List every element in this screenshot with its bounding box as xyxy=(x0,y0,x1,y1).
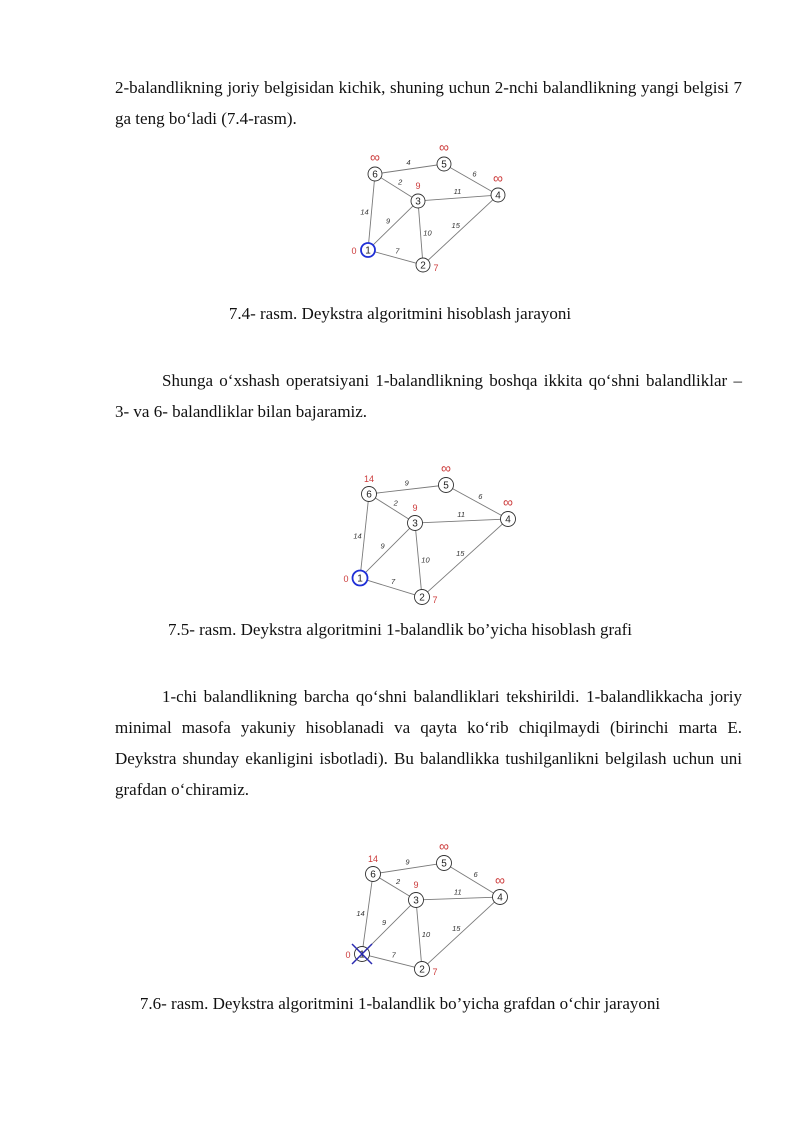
paragraph-3: 1-chi balandlikning barcha qo‘shni balandliklari tekshirildi. 1-balandlikkacha joriy minimal masofa yakuniy hisoblanadi va qayta ko‘rib chiqilmaydi (birinchi marta E. Deykstra shunday ekanligini isbotladi). Bu balandlikka tushilganlikni belgilash uchun uni grafdan o‘chiramiz. xyxy=(115,687,742,799)
node-5-label: 5 xyxy=(441,858,447,870)
node-3-label: 3 xyxy=(412,518,418,530)
edge-weight-3-4: 11 xyxy=(457,510,466,520)
edge-1-6 xyxy=(369,181,375,243)
node-4-label: 4 xyxy=(497,892,503,904)
edge-weight-1-6: 14 xyxy=(360,207,369,217)
node-5-distance-label: ∞ xyxy=(439,838,449,854)
node-1-distance-label: 0 xyxy=(343,574,349,584)
node-6-distance-label: 14 xyxy=(363,474,375,484)
edge-2-4 xyxy=(428,200,493,260)
caption-7-5: 7.5- rasm. Deykstra algoritmini 1-balandlik bo’yicha hisoblash grafi xyxy=(167,620,633,639)
node-6-distance-label: 14 xyxy=(367,854,379,864)
node-1-distance-label: 0 xyxy=(345,950,351,960)
edge-3-4 xyxy=(423,897,492,899)
edge-weight-3-6: 2 xyxy=(398,177,403,187)
edge-weight-1-3: 9 xyxy=(381,918,387,928)
paragraph-2: Shunga o‘xshash operatsiyani 1-balandlikning boshqa ikkita qo‘shni balandliklar – 3- va 6- balandliklar bilan bajaramiz. xyxy=(115,371,742,421)
node-5-distance-label: ∞ xyxy=(439,139,449,155)
node-4-label: 4 xyxy=(505,514,511,526)
edge-2-3 xyxy=(419,208,423,258)
node-1-label: 1 xyxy=(365,245,371,257)
edge-2-4 xyxy=(428,524,503,592)
edge-1-6 xyxy=(361,501,368,570)
node-2-label: 2 xyxy=(419,964,425,976)
edge-weight-2-3: 10 xyxy=(423,228,432,238)
node-3-distance-label: 9 xyxy=(415,181,421,191)
edge-weight-5-6: 9 xyxy=(404,478,409,488)
edge-weight-2-4: 15 xyxy=(451,220,460,230)
node-5-distance-label: ∞ xyxy=(441,460,451,476)
edge-1-3 xyxy=(367,905,410,948)
node-5-label: 5 xyxy=(441,159,447,171)
figure-7-5-graph xyxy=(340,460,520,610)
node-4-distance-label: ∞ xyxy=(503,494,513,510)
edge-3-6 xyxy=(381,178,412,198)
edge-weight-3-6: 2 xyxy=(396,877,401,887)
edge-1-3 xyxy=(373,206,413,245)
edge-1-3 xyxy=(365,528,409,572)
edge-3-6 xyxy=(379,878,409,896)
node-2-distance-label: 7 xyxy=(432,595,438,605)
edge-weight-1-2: 7 xyxy=(395,246,400,256)
edge-weight-4-5: 6 xyxy=(472,169,477,179)
edge-weight-2-4: 15 xyxy=(452,923,461,933)
edge-weight-4-5: 6 xyxy=(473,870,478,880)
edge-2-3 xyxy=(417,907,422,961)
edge-weight-4-5: 6 xyxy=(478,491,483,501)
edge-2-4 xyxy=(428,902,495,964)
node-1-distance-label: 0 xyxy=(351,246,357,256)
node-6-distance-label: ∞ xyxy=(370,149,380,165)
edge-weight-3-4: 11 xyxy=(453,887,462,897)
node-2-label: 2 xyxy=(420,260,426,272)
node-3-label: 3 xyxy=(413,895,419,907)
figure-7-4-graph xyxy=(340,139,520,275)
node-2-distance-label: 7 xyxy=(433,263,439,273)
node-6-label: 6 xyxy=(370,869,376,881)
node-4-distance-label: ∞ xyxy=(493,170,503,186)
edge-3-4 xyxy=(425,196,491,201)
edge-weight-1-6: 14 xyxy=(353,531,362,541)
edge-weight-1-6: 14 xyxy=(356,909,365,919)
node-4-distance-label: ∞ xyxy=(495,872,505,888)
caption-7-6: 7.6- rasm. Deykstra algoritmini 1-balandlik bo’yicha grafdan o‘chir jarayoni xyxy=(139,994,661,1013)
edge-weight-2-3: 10 xyxy=(421,555,430,565)
node-4-label: 4 xyxy=(495,190,501,202)
edge-weight-5-6: 9 xyxy=(405,857,410,867)
edge-weight-2-3: 10 xyxy=(421,929,431,939)
node-2-label: 2 xyxy=(419,592,425,604)
node-3-label: 3 xyxy=(415,196,421,208)
edge-3-6 xyxy=(375,498,408,519)
edge-weight-2-4: 15 xyxy=(456,548,465,558)
node-6-label: 6 xyxy=(366,489,372,501)
edge-weight-3-6: 2 xyxy=(393,498,398,508)
node-6-label: 6 xyxy=(372,169,378,181)
node-3-distance-label: 9 xyxy=(412,503,418,513)
node-3-distance-label: 9 xyxy=(413,880,419,890)
edge-weight-1-2: 7 xyxy=(391,950,396,960)
edge-weight-1-2: 7 xyxy=(390,576,396,586)
edge-weight-5-6: 4 xyxy=(406,158,411,168)
edge-3-4 xyxy=(422,519,500,522)
edge-weight-1-3: 9 xyxy=(380,541,385,551)
node-2-distance-label: 7 xyxy=(432,967,438,977)
edge-weight-1-3: 9 xyxy=(386,216,391,226)
node-5-label: 5 xyxy=(443,480,449,492)
paragraph-1: 2-balandlikning joriy belgisidan kichik, shuning uchun 2-nchi balandlikning yangi belgisi 7 ga teng bo‘ladi (7.4-rasm). xyxy=(115,78,742,128)
figure-7-6-graph xyxy=(340,838,520,982)
caption-7-4: 7.4- rasm. Deykstra algoritmini hisoblash jarayoni xyxy=(228,304,572,323)
edge-weight-3-4: 11 xyxy=(453,187,462,197)
node-1-label: 1 xyxy=(357,573,363,585)
